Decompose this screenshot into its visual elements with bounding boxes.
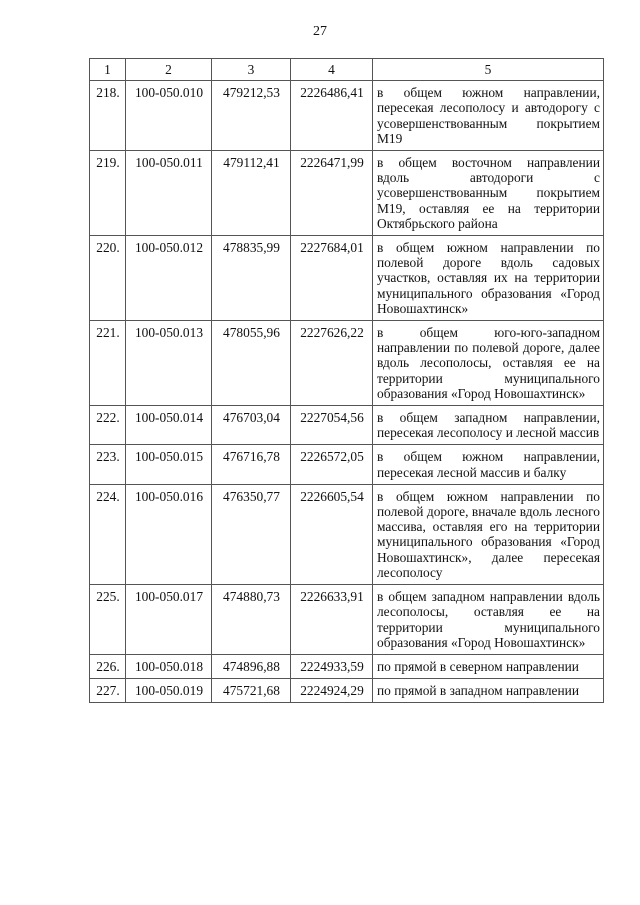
- row-number: 224.: [90, 484, 126, 584]
- coordinate-x: 476350,77: [212, 484, 291, 584]
- point-code: 100-050.014: [126, 406, 212, 445]
- boundary-points-table: [89, 58, 604, 703]
- coordinate-x: 474896,88: [212, 654, 291, 678]
- table-header-row: [90, 59, 604, 81]
- point-code: 100-050.015: [126, 445, 212, 484]
- row-number: 220.: [90, 236, 126, 321]
- coordinate-x: 479212,53: [212, 81, 291, 151]
- boundary-description: в общем западном направлении вдоль лесополосы, оставляя ее на территории муниципального образования «Город Новошахтинск»: [373, 585, 604, 655]
- point-code: 100-050.012: [126, 236, 212, 321]
- header-col-2: 2: [126, 59, 212, 81]
- table-row: [90, 679, 604, 703]
- point-code: 100-050.011: [126, 151, 212, 236]
- boundary-description: по прямой в западном направлении: [373, 679, 604, 703]
- header-col-5: 5: [373, 59, 604, 81]
- coordinate-x: 478835,99: [212, 236, 291, 321]
- row-number: 218.: [90, 81, 126, 151]
- header-col-1: 1: [90, 59, 126, 81]
- table-row: [90, 321, 604, 406]
- boundary-description: в общем западном направлении, пересекая лесополосу и лесной массив: [373, 406, 604, 445]
- boundary-description: по прямой в северном направлении: [373, 654, 604, 678]
- coordinate-x: 475721,68: [212, 679, 291, 703]
- row-number: 223.: [90, 445, 126, 484]
- table-row: [90, 236, 604, 321]
- table-row: [90, 585, 604, 655]
- coordinate-y: 2224924,29: [291, 679, 373, 703]
- row-number: 227.: [90, 679, 126, 703]
- point-code: 100-050.016: [126, 484, 212, 584]
- boundary-description: в общем южном направлении по полевой дороге вдоль садовых участков, оставляя их на территории муниципального образования «Город Новошахтинск»: [373, 236, 604, 321]
- point-code: 100-050.010: [126, 81, 212, 151]
- coordinate-x: 476703,04: [212, 406, 291, 445]
- boundary-description: в общем южном направлении, пересекая лесной массив и балку: [373, 445, 604, 484]
- coordinate-x: 476716,78: [212, 445, 291, 484]
- table-row: [90, 81, 604, 151]
- boundary-description: в общем восточном направлении вдоль автодороги с усовершенствованным покрытием М19, оставляя ее на территории Октябрьского района: [373, 151, 604, 236]
- header-col-3: 3: [212, 59, 291, 81]
- point-code: 100-050.018: [126, 654, 212, 678]
- row-number: 225.: [90, 585, 126, 655]
- row-number: 222.: [90, 406, 126, 445]
- coordinate-x: 478055,96: [212, 321, 291, 406]
- table-row: [90, 445, 604, 484]
- coordinate-x: 479112,41: [212, 151, 291, 236]
- table-row: [90, 654, 604, 678]
- boundary-description: в общем южном направлении, пересекая лесополосу и автодорогу с усовершенствованным покрытием М19: [373, 81, 604, 151]
- row-number: 221.: [90, 321, 126, 406]
- coordinate-y: 2226471,99: [291, 151, 373, 236]
- boundary-description: в общем юго-юго-западном направлении по полевой дороге, далее вдоль лесополосы, оставляя ее на территории муниципального образования «Город Новошахтинск»: [373, 321, 604, 406]
- row-number: 219.: [90, 151, 126, 236]
- table-row: [90, 484, 604, 584]
- coordinate-y: 2226605,54: [291, 484, 373, 584]
- coordinate-y: 2226633,91: [291, 585, 373, 655]
- table-row: [90, 151, 604, 236]
- table-row: [90, 406, 604, 445]
- coordinate-y: 2226486,41: [291, 81, 373, 151]
- row-number: 226.: [90, 654, 126, 678]
- coordinate-y: 2227626,22: [291, 321, 373, 406]
- page-number: 27: [313, 24, 327, 39]
- coordinate-y: 2226572,05: [291, 445, 373, 484]
- point-code: 100-050.019: [126, 679, 212, 703]
- coordinate-y: 2227054,56: [291, 406, 373, 445]
- coordinate-y: 2224933,59: [291, 654, 373, 678]
- header-col-4: 4: [291, 59, 373, 81]
- coordinate-x: 474880,73: [212, 585, 291, 655]
- point-code: 100-050.013: [126, 321, 212, 406]
- coordinate-y: 2227684,01: [291, 236, 373, 321]
- point-code: 100-050.017: [126, 585, 212, 655]
- boundary-description: в общем южном направлении по полевой дороге, вначале вдоль лесного массива, оставляя его на территории муниципального образования «Город Новошахтинск», далее пересекая лесополосу: [373, 484, 604, 584]
